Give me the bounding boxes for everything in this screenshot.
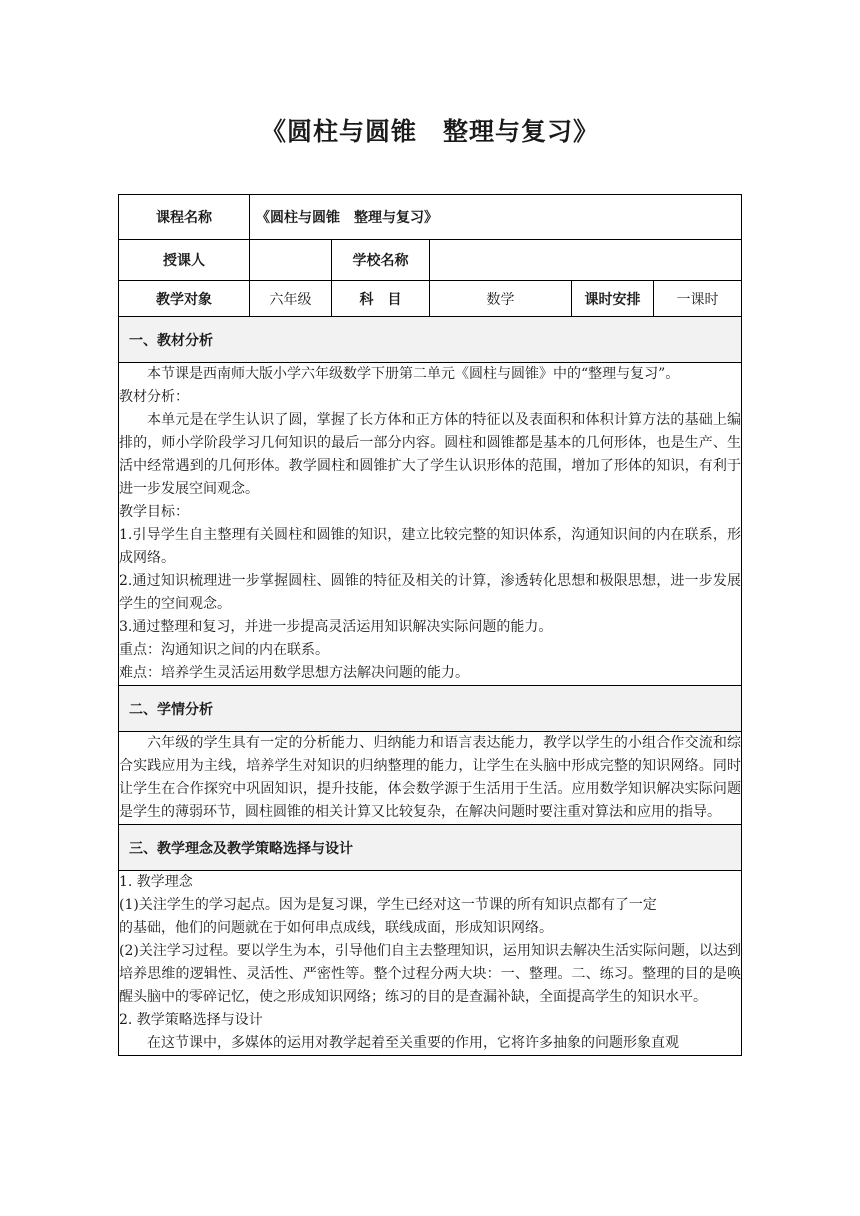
section-1-heading: 一、教材分析 [119, 317, 742, 363]
paragraph: 难点：培养学生灵活运用数学思想方法解决问题的能力。 [119, 665, 469, 681]
course-label: 课程名称 [119, 195, 250, 240]
school-value [430, 240, 742, 281]
paragraph: 2.通过知识梳理进一步掌握圆柱、圆锥的特征及相关的计算，渗透转化思想和极限思想，进一步发展学生的空间观念。 [119, 573, 742, 612]
course-value: 《圆柱与圆锥 整理与复习》 [250, 195, 742, 240]
section-3-header [119, 825, 742, 871]
course-row [119, 195, 742, 240]
paragraph: 教学目标： [119, 504, 189, 520]
teacher-value [250, 240, 332, 281]
subject-value: 数学 [430, 281, 572, 317]
hours-value: 一课时 [654, 281, 742, 317]
document-title: 《圆柱与圆锥 整理与复习》 [260, 117, 599, 146]
section-3-heading: 三、教学理念及教学策略选择与设计 [119, 825, 742, 871]
subject-label: 科 目 [332, 281, 430, 317]
section-2-heading: 二、学情分析 [119, 686, 742, 732]
section-2-header [119, 686, 742, 732]
paragraph: 本单元是在学生认识了圆，掌握了长方体和正方体的特征以及表面积和体积计算方法的基础上编排的，师小学阶段学习几何知识的最后一部分内容。圆柱和圆锥都是基本的几何形体，也是生产、生活中经常遇到的几何形体。教学圆柱和圆锥扩大了学生认识形体的范围，增加了形体的知识，有利于进一步发展空间观念。 [119, 412, 742, 497]
section-1-header [119, 317, 742, 363]
lesson-plan-table [118, 194, 742, 1056]
paragraph: (1)关注学生的学习起点。因为是复习课，学生已经对这一节课的所有知识点都有了一定 [119, 897, 657, 913]
paragraph: (2)关注学习过程。要以学生为本，引导他们自主去整理知识，运用知识去解决生活实际问题，以达到培养思维的逻辑性、灵活性、严密性等。整个过程分两大块：一、整理。二、练习。整理的目的是唤醒头脑中的零碎记忆，使之形成知识网络；练习的目的是查漏补缺，全面提高学生的知识水平。 [119, 943, 742, 1005]
target-label: 教学对象 [119, 281, 250, 317]
section-3-body [119, 871, 742, 1056]
section-1-body [119, 363, 742, 686]
hours-label: 课时安排 [572, 281, 654, 317]
paragraph: 教材分析： [119, 389, 189, 405]
paragraph: 本节课是西南师大版小学六年级数学下册第二单元《圆柱与圆锥》中的“整理与复习”。 [147, 366, 680, 382]
paragraph: 2. 教学策略选择与设计 [119, 1012, 263, 1028]
section-2-body [119, 732, 742, 825]
paragraph: 3.通过整理和复习，并进一步提高灵活运用知识解决实际问题的能力。 [119, 619, 553, 635]
school-label: 学校名称 [332, 240, 430, 281]
paragraph: 的基础，他们的问题就在于如何串点成线，联线成面，形成知识网络。 [119, 920, 553, 936]
paragraph: 在这节课中，多媒体的运用对教学起着至关重要的作用，它将许多抽象的问题形象直观 [147, 1035, 679, 1051]
paragraph: 1. 教学理念 [119, 874, 193, 890]
target-value: 六年级 [250, 281, 332, 317]
teacher-label: 授课人 [119, 240, 250, 281]
teacher-row [119, 240, 742, 281]
paragraph: 1.引导学生自主整理有关圆柱和圆锥的知识，建立比较完整的知识体系，沟通知识间的内在联系，形成网络。 [119, 527, 742, 566]
target-row [119, 281, 742, 317]
paragraph: 六年级的学生具有一定的分析能力、归纳能力和语言表达能力，教学以学生的小组合作交流和综合实践应用为主线，培养学生对知识的归纳整理的能力，让学生在头脑中形成完整的知识网络。同时让学生在合作探究中巩固知识，提升技能，体会数学源于生活用于生活。应用数学知识解决实际问题是学生的薄弱环节，圆柱圆锥的相关计算又比较复杂，在解决问题时要注重对算法和应用的指导。 [119, 735, 742, 820]
paragraph: 重点：沟通知识之间的内在联系。 [119, 642, 329, 658]
